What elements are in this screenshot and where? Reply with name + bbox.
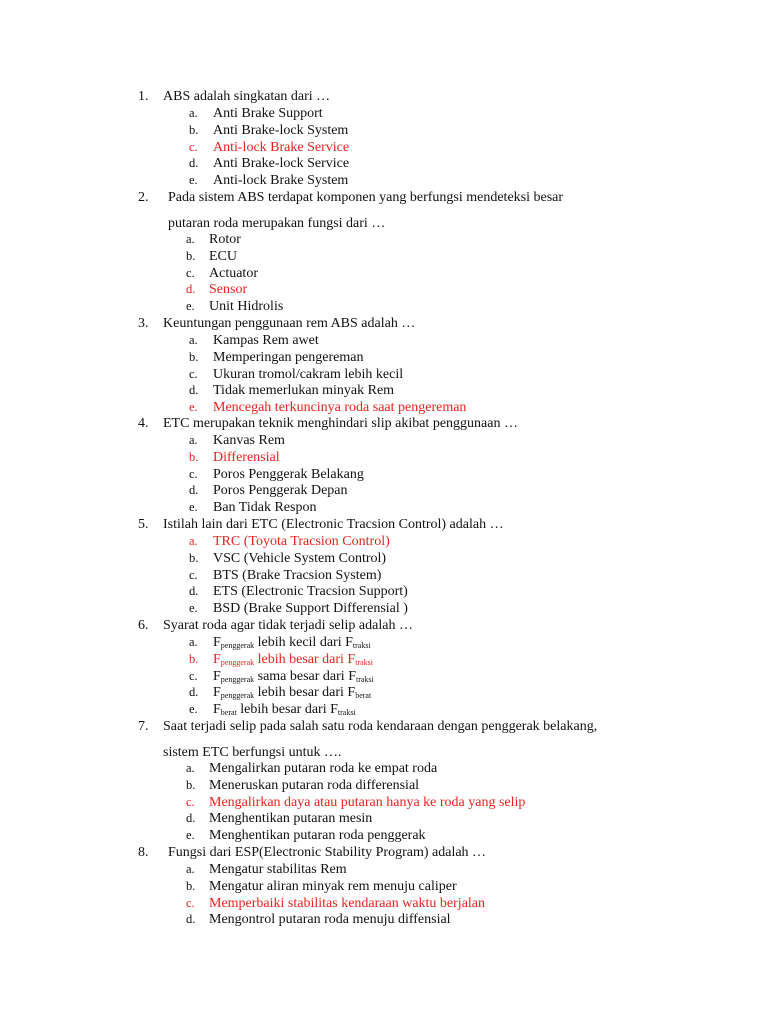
option-text-part: F xyxy=(213,702,221,718)
subscript-text: berat xyxy=(220,708,237,718)
option-letter: b. xyxy=(189,122,199,137)
option-text: Memperingan pengereman xyxy=(213,349,364,365)
option-letter: a. xyxy=(189,106,198,120)
option-letter: a. xyxy=(186,862,195,876)
answer-option xyxy=(186,248,686,265)
option-letter: e. xyxy=(189,400,198,415)
option-text: Differensial xyxy=(213,449,280,465)
option-text: Poros Penggerak Belakang xyxy=(213,466,364,482)
question-number: 7. xyxy=(138,719,149,734)
answer-option xyxy=(189,332,689,349)
option-letter: d. xyxy=(186,811,196,826)
option-text: Anti-lock Brake System xyxy=(213,173,349,189)
option-letter: a. xyxy=(189,433,198,447)
option-letter: b. xyxy=(189,449,199,464)
option-letter: b. xyxy=(186,878,196,893)
option-text-part: F xyxy=(213,668,221,684)
option-letter: b. xyxy=(186,248,196,263)
answer-option xyxy=(186,810,686,827)
option-text-part: F xyxy=(213,635,221,650)
answer-option xyxy=(186,777,686,794)
subscript-text: penggerak xyxy=(220,674,255,684)
option-text: Mengalirkan daya atau putaran hanya ke roda yang selip xyxy=(209,794,526,810)
option-letter: e. xyxy=(189,173,198,188)
answer-option xyxy=(189,382,689,399)
option-letter: d. xyxy=(189,584,199,599)
option-text: Mengatur stabilitas Rem xyxy=(209,862,347,877)
option-letter: d. xyxy=(189,483,199,498)
option-text-part: lebih kecil dari F xyxy=(254,635,353,650)
question-text: Keuntungan penggunaan rem ABS adalah … xyxy=(163,316,416,331)
option-letter: b. xyxy=(189,651,199,666)
option-text: Mengatur aliran minyak rem menuju caliper xyxy=(209,878,457,894)
option-text xyxy=(213,668,374,685)
answer-option xyxy=(189,122,689,139)
answer-option xyxy=(189,349,689,366)
option-text xyxy=(213,634,371,651)
option-text xyxy=(213,684,371,701)
question-number: 3. xyxy=(138,316,149,331)
option-letter: c. xyxy=(189,366,198,381)
option-text: Menghentikan putaran roda penggerak xyxy=(209,828,426,844)
option-text: Memperbaiki stabilitas kendaraan waktu berjalan xyxy=(209,895,486,911)
question-text: Syarat roda agar tidak terjadi selip adalah … xyxy=(163,618,413,633)
answer-option xyxy=(189,701,689,718)
option-letter: a. xyxy=(189,635,198,649)
option-text: Mencegah terkuncinya roda saat pengereman xyxy=(213,400,467,416)
option-letter: c. xyxy=(186,895,195,910)
question-text: ABS adalah singkatan dari … xyxy=(163,89,331,104)
option-letter: d. xyxy=(186,282,196,297)
option-text: BSD (Brake Support Differensial ) xyxy=(213,601,408,617)
option-text xyxy=(213,651,373,668)
option-letter: d. xyxy=(186,912,196,927)
option-letter: b. xyxy=(189,349,199,364)
option-letter: d. xyxy=(189,685,199,700)
subscript-text: penggerak xyxy=(220,641,255,650)
subscript-text: traksi xyxy=(355,674,374,684)
option-letter: e. xyxy=(186,299,195,314)
option-letter: d. xyxy=(189,383,199,398)
option-text: Kanvas Rem xyxy=(213,433,285,448)
option-letter: c. xyxy=(189,139,198,154)
question-text: Pada sistem ABS terdapat komponen yang berfungsi mendeteksi besar xyxy=(168,190,564,205)
option-text-part: lebih besar dari F xyxy=(254,685,356,701)
question-text: sistem ETC berfungsi untuk …. xyxy=(163,745,342,760)
option-letter: a. xyxy=(189,333,198,347)
subscript-text: traksi xyxy=(355,657,373,667)
answer-option xyxy=(189,499,689,516)
option-letter: e. xyxy=(186,828,195,843)
answer-option xyxy=(189,155,689,172)
question-number: 5. xyxy=(138,517,149,532)
option-letter: b. xyxy=(189,550,199,565)
subscript-text: traksi xyxy=(352,641,371,650)
answer-option xyxy=(186,911,686,928)
answer-option xyxy=(186,827,686,844)
subscript-text: traksi xyxy=(337,708,356,718)
answer-option xyxy=(189,533,689,550)
option-text: Poros Penggerak Depan xyxy=(213,483,348,499)
answer-option xyxy=(186,281,686,298)
answer-option xyxy=(189,583,689,600)
answer-option xyxy=(186,895,686,912)
question-text: ETC merupakan teknik menghindari slip akibat penggunaan … xyxy=(163,416,518,431)
option-text: Tidak memerlukan minyak Rem xyxy=(213,383,395,399)
answer-option xyxy=(189,466,689,483)
answer-option xyxy=(189,172,689,189)
answer-option xyxy=(189,139,689,156)
option-text-part: F xyxy=(213,685,221,701)
option-text: TRC (Toyota Tracsion Control) xyxy=(213,534,390,549)
option-text: Ban Tidak Respon xyxy=(213,500,317,516)
answer-option xyxy=(189,105,689,122)
subscript-text: berat xyxy=(355,691,372,701)
option-letter: e. xyxy=(189,702,198,717)
option-text: Unit Hidrolis xyxy=(209,299,284,315)
option-letter: c. xyxy=(186,794,195,809)
option-text: Meneruskan putaran roda differensial xyxy=(209,777,420,793)
option-text-part: F xyxy=(213,651,221,667)
answer-option xyxy=(189,482,689,499)
question-text: Istilah lain dari ETC (Electronic Tracsion Control) adalah … xyxy=(163,517,504,532)
option-text: Anti Brake Support xyxy=(213,106,323,121)
option-letter: c. xyxy=(189,466,198,481)
subscript-text: penggerak xyxy=(220,657,255,667)
question-number: 1. xyxy=(138,89,149,104)
option-text: Actuator xyxy=(209,265,258,281)
option-text: Mengalirkan putaran roda ke empat roda xyxy=(209,761,438,776)
question-number: 8. xyxy=(138,845,149,860)
option-text: ETS (Electronic Tracsion Support) xyxy=(213,584,408,600)
option-text: Anti Brake-lock System xyxy=(213,122,349,138)
option-letter: e. xyxy=(189,500,198,515)
answer-option xyxy=(186,878,686,895)
option-letter: a. xyxy=(186,232,195,246)
option-letter: a. xyxy=(189,534,198,548)
option-text: Anti Brake-lock Service xyxy=(213,156,350,172)
option-letter: c. xyxy=(186,265,195,280)
question-text: Saat terjadi selip pada salah satu roda kendaraan dengan penggerak belakang, xyxy=(163,719,598,734)
answer-option xyxy=(189,567,689,584)
option-text-part: lebih besar dari F xyxy=(254,651,356,667)
option-letter: a. xyxy=(186,761,195,775)
answer-option xyxy=(189,432,689,449)
answer-option xyxy=(186,298,686,315)
option-text: VSC (Vehicle System Control) xyxy=(213,550,387,566)
option-letter: c. xyxy=(189,567,198,582)
answer-option xyxy=(186,861,686,878)
answer-option xyxy=(189,634,689,651)
option-text: BTS (Brake Tracsion System) xyxy=(213,567,382,583)
answer-option xyxy=(189,684,689,701)
option-text: Sensor xyxy=(209,282,248,298)
option-letter: c. xyxy=(189,668,198,683)
answer-option xyxy=(186,231,686,248)
option-text: Menghentikan putaran mesin xyxy=(209,811,373,827)
option-text: Rotor xyxy=(209,232,241,247)
question-number: 6. xyxy=(138,618,149,633)
question-number: 4. xyxy=(138,416,149,431)
subscript-text: penggerak xyxy=(220,691,255,701)
answer-option xyxy=(189,668,689,685)
question-number: 2. xyxy=(138,190,149,205)
option-text-part: sama besar dari F xyxy=(254,668,356,684)
option-text-part: lebih besar dari F xyxy=(236,702,338,718)
question-text: Fungsi dari ESP(Electronic Stability Program) adalah … xyxy=(168,845,487,860)
answer-option xyxy=(189,550,689,567)
answer-option xyxy=(186,794,686,811)
option-text: Ukuran tromol/cakram lebih kecil xyxy=(213,366,404,382)
option-text xyxy=(213,701,356,718)
answer-option xyxy=(189,449,689,466)
answer-option xyxy=(189,651,689,668)
option-letter: d. xyxy=(189,156,199,171)
answer-option xyxy=(186,265,686,282)
option-letter: b. xyxy=(186,777,196,792)
option-text: Kampas Rem awet xyxy=(213,333,319,348)
answer-option xyxy=(189,399,689,416)
question-text: putaran roda merupakan fungsi dari … xyxy=(168,216,386,231)
option-text: ECU xyxy=(209,248,237,264)
answer-option xyxy=(189,366,689,383)
answer-option xyxy=(186,760,686,777)
option-text: Anti-lock Brake Service xyxy=(213,139,350,155)
option-letter: e. xyxy=(189,601,198,616)
option-text: Mengontrol putaran roda menuju diffensial xyxy=(209,912,451,928)
answer-option xyxy=(189,600,689,617)
